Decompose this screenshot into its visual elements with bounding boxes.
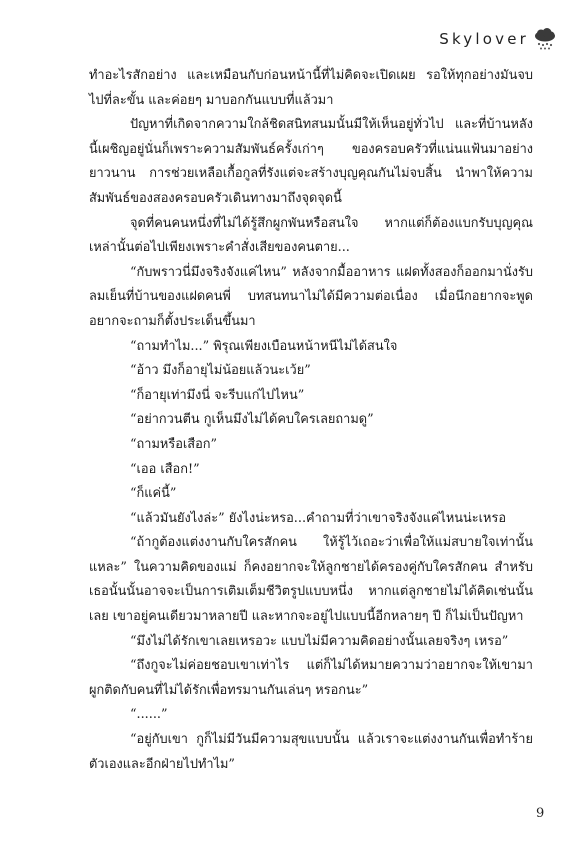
dialogue-line: “ถามหรือเสือก” — [130, 436, 218, 452]
dialogue-line: “อ้าว มึงก็อายุไม่น้อยแล้วนะเว้ย” — [130, 363, 311, 379]
paragraph: ปัญหาที่เกิดจากความใกล้ชิดสนิทสนมนั้นมีให้เห็นอยู่ทั่วไป และที่บ้านหลังนี้เผชิญอยู่นั่นก็เพราะความสัมพันธ์ครั้งเก่าๆ ของครอบครัวที่แน่นแฟ้นมาอย่างยาวนาน การช่วยเหลือเกื้อกูลที่รังแต่จะสร้างบุญคุณกันไม่จบสิ้น นำพาให้ความสัมพันธ์ของสองครอบครัวเดินทางมาถึงจุดจุดนี้ — [89, 117, 533, 206]
paragraph: “ถ้ากูต้องแต่งงานกับใครสักคน ให้รู้ไว้เถอะว่าเพื่อให้แม่สบายใจเท่านั้นแหละ” ในความคิดของแม่ ก็คงอยากจะให้ลูกชายได้ครองคู่กับใครสักคน สำหรับเธอนั้นนั้นอาจจะเป็นการเติมเต็มชีวิตรูปแบบหนึ่ง หากแต่ลูกชายไม่ได้คิดเช่นนั้นเลย เขาอยู่คนเดียวมาหลายปี และหากจะอยู่ไปแบบนี้อีกหลายๆ ปี ก็ไม่เป็นปัญหา — [89, 535, 533, 625]
cloud-rain-icon — [533, 28, 557, 50]
dialogue-line: “ก็แค่นี้” — [130, 486, 177, 502]
dialogue-line: “ถามทำไม...” พิรุณเพียงเบือนหน้าหนีไม่ได้สนใจ — [130, 338, 398, 354]
running-header — [439, 28, 557, 50]
paragraph: “อยู่กับเขา กูก็ไม่มีวันมีความสุขแบบนั้น แล้วเราจะแต่งงานกันเพื่อทำร้ายตัวเองและอีกฝ่ายไปทำไม” — [89, 732, 533, 772]
paragraph: “ถึงกูจะไม่ค่อยชอบเขาเท่าไร แต่ก็ไม่ได้หมายความว่าอยากจะให้เขามาผูกติดกับคนที่ไม่ได้รักเพื่อทรมานกันเล่นๆ หรอกนะ” — [89, 658, 533, 698]
dialogue-line: “แล้วมันยังไงล่ะ” ยังไงน่ะหรอ...คำถามที่ว่าเขาจริงจังแค่ไหนน่ะเหรอ — [130, 510, 507, 526]
brand-name: Skylover — [439, 30, 529, 48]
page-number: 9 — [536, 806, 545, 821]
paragraph: จุดที่คนคนหนึ่งที่ไม่ได้รู้สึกผูกพันหรือสนใจ หากแต่ก็ต้องแบกรับบุญคุณเหล่านั้นต่อไปเพียงเพราะคำสั่งเสียของคนตาย... — [89, 215, 533, 256]
dialogue-line: “มึงไม่ได้รักเขาเลยเหรอวะ แบบไม่มีความคิดอย่างนั้นเลยจริงๆ เหรอ” — [130, 633, 509, 649]
dialogue-line: “อย่ากวนตีน กูเห็นมึงไม่ได้คบใครเลยถามดู” — [130, 412, 374, 428]
body-text — [89, 64, 533, 777]
paragraph: ทำอะไรสักอย่าง และเหมือนกับก่อนหน้านี้ที่ไม่คิดจะเปิดเผย รอให้ทุกอย่างมันจบไปที่ละขั้น และค่อยๆ มาบอกกันแบบที่แล้วมา — [89, 68, 533, 108]
dialogue-line: “ก็อายุเท่ามึงนี่ จะรีบแก่ไปไหน” — [130, 387, 305, 403]
dialogue-line: “เออ เสือก!” — [130, 461, 200, 477]
paragraph: “กับพราวนี่มึงจริงจังแค่ไหน” หลังจากมื้ออาหาร แฝดทั้งสองก็ออกมานั่งรับลมเย็นที่บ้านของแฝดคนพี่ บทสนทนาไม่ได้มีความต่อเนื่อง เมื่อนึกอยากจะพูดอยากจะถามก็ตั้งประเด็นขึ้นมา — [89, 264, 533, 329]
dialogue-line: “......” — [130, 707, 168, 723]
